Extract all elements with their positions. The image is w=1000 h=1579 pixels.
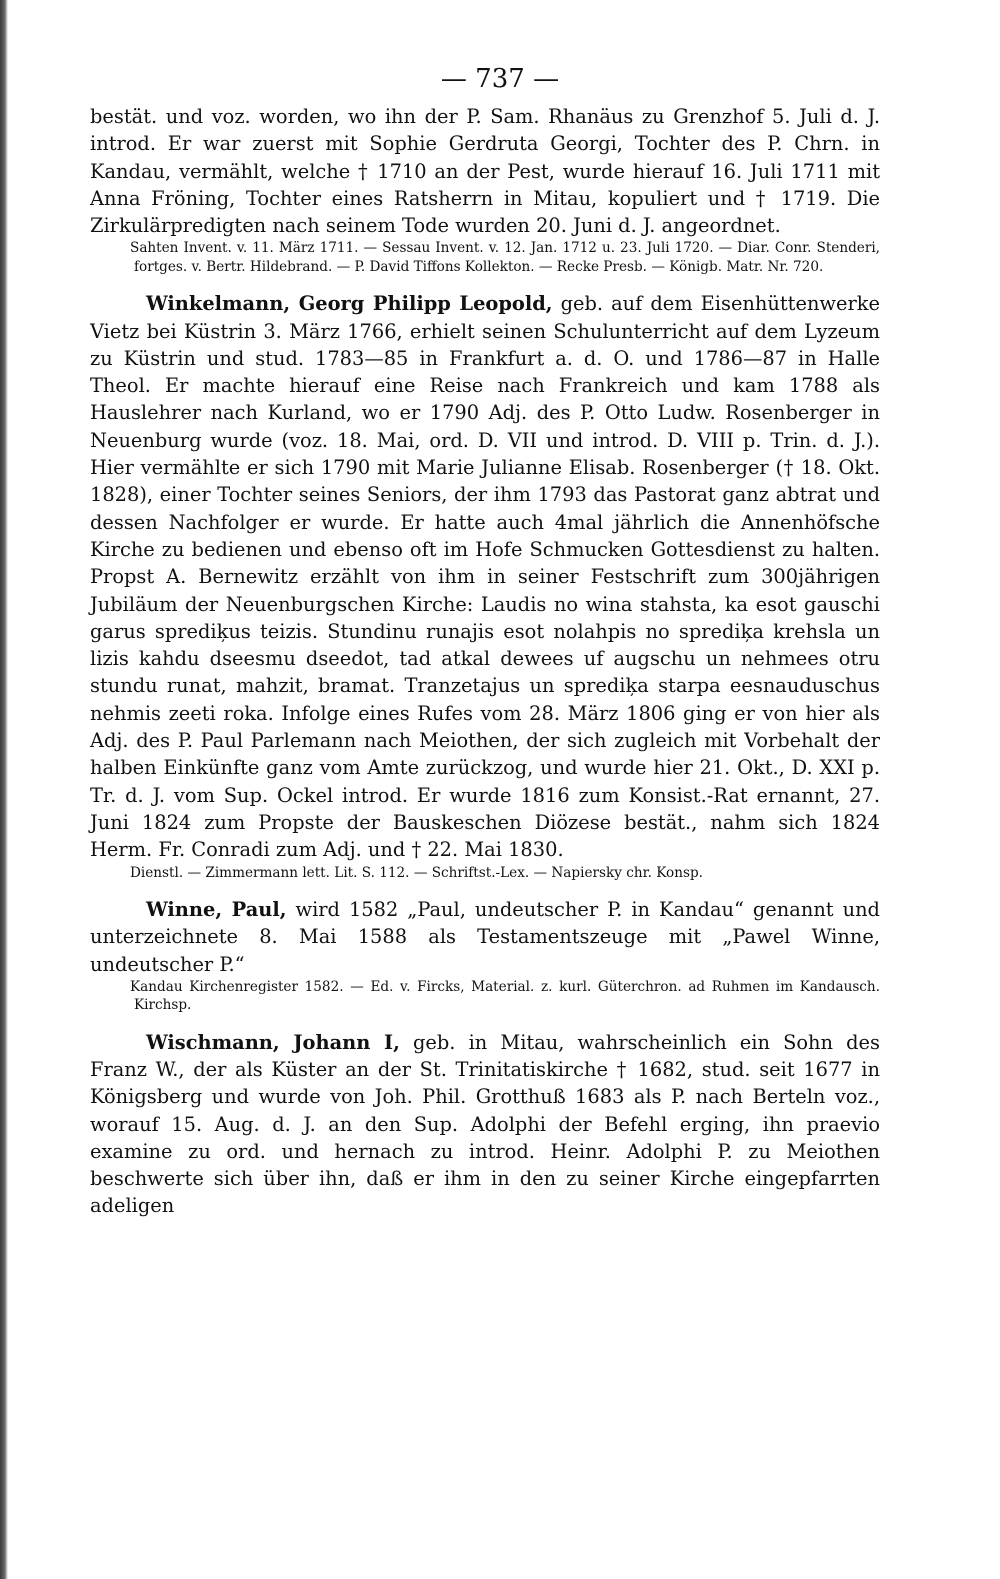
page-body	[90, 103, 880, 1220]
entry-headword: Wischmann, Johann I,	[146, 1030, 400, 1054]
entry-text: geb. auf dem Eisenhüttenwerke Vietz bei Küstrin 3. März 1766, erhielt seinen Schulunterricht auf dem Lyzeum zu Küstrin und stud. 1783—85 in Frankfurt a. d. O. und 1786—87 in Halle Theol. Er machte hierauf eine Reise nach Frankreich und kam 1788 als Hauslehrer nach Kurland, wo er 1790 Adj. des P. Otto Ludw. Rosenberger in Neuenburg wurde (voz. 18. Mai, ord. D. VII und introd. D. VIII p. Trin. d. J.). Hier vermählte er sich 1790 mit Marie Julianne Elisab. Rosenberger († 18. Okt. 1828), einer Tochter seines Seniors, der ihm 1793 das Pastorat ganz abtrat und dessen Nachfolger er wurde. Er hatte auch 4mal jährlich die Annenhöfsche Kirche zu bedienen und ebenso oft im Hofe Schmucken Gottesdienst zu halten. Propst A. Bernewitz erzählt von ihm in seiner Festschrift zum 300jährigen Jubiläum der Neuenburgschen Kirche: Laudis no wina stahsta, ka esot gauschi garus sprediķus teizis. Stundinu runajis esot nolahpis no sprediķa krehsla un lizis kahdu dseesmu dseedot, tad atkal dewees uf augschu un nehmees otru stundu runat, mahzit, bramat. Tranzetajus un sprediķa starpa eesnauduschus nehmis zeeti roka. Infolge eines Rufes vom 28. März 1806 ging er von hier als Adj. des P. Paul Parlemann nach Meiothen, der sich zugleich mit Vorbehalt der halben Einkünfte ganz vom Amte zurückzog, und wurde hier 21. Okt., D. XXI p. Tr. d. J. vom Sup. Ockel introd. Er wurde 1816 zum Konsist.-Rat ernannt, 27. Juni 1824 zum Propste der Bauskeschen Diözese bestät., nahm sich 1824 Herm. Fr. Conradi zum Adj. und † 22. Mai 1830.	[90, 292, 881, 862]
entry-text: bestät. und voz. worden, wo ihn der P. Sam. Rhanäus zu Grenzhof 5. Juli d. J. introd. Er war zuerst mit Sophie Gerdruta Georgi, Tochter des P. Chrn. in Kandau, vermählt, welche † 1710 an der Pest, wurde hierauf 16. Juli 1711 mit Anna Fröning, Tochter eines Ratsherrn in Mitau, kopuliert und † 1719. Die Zirkulärpredigten nach seinem Tode wurden 20. Juni d. J. angeordnet.	[90, 105, 880, 238]
paragraph-continuation	[90, 103, 880, 239]
entry-text: wird 1582 „Paul, undeutscher P. in Kandau“ genannt und unterzeichnete 8. Mai 1588 als Testamentszeuge mit „Pawel Winne, undeutscher P.“	[90, 897, 880, 976]
source-citation: Dienstl. — Zimmermann lett. Lit. S. 112. — Schriftst.-Lex. — Napiersky chr. Konsp.	[130, 864, 703, 881]
binding-shadow	[0, 0, 8, 1579]
source-citation: Sahten Invent. v. 11. März 1711. — Sessau Invent. v. 12. Jan. 1712 u. 23. Juli 1720. — Diar. Conr. Stenderi, fortges. v. Bertr. Hildebrand. — P. David Tiffons Kollekton. — Recke Presb. — Königb. Matr. Nr. 720.	[130, 240, 880, 275]
entry-winne	[90, 896, 880, 978]
entry-winkelmann	[90, 290, 880, 863]
entry-headword: Winne, Paul,	[146, 897, 287, 921]
entry-headword: Winkelmann, Georg Philipp Leopold,	[146, 292, 553, 316]
entry-text: geb. in Mitau, wahrscheinlich ein Sohn des Franz W., der als Küster an der St. Trinitatiskirche † 1682, stud. seit 1677 in Königsberg und wurde von Joh. Phil. Grotthuß 1683 als P. nach Berteln voz., worauf 15. Aug. d. J. an den Sup. Adolphi der Befehl erging, ihn praevio examine zu ord. und hernach zu introd. Heinr. Adolphi P. zu Meiothen beschwerte sich über ihn, daß er ihm in den zu seiner Kirche eingepfarrten adeligen	[90, 1030, 880, 1218]
entry-wischmann	[90, 1029, 880, 1220]
source-citation: Kandau Kirchenregister 1582. — Ed. v. Fircks, Material. z. kurl. Güterchron. ad Ruhmen im Kandausch. Kirchsp.	[130, 978, 880, 1014]
page-number: — 737 —	[440, 64, 560, 94]
